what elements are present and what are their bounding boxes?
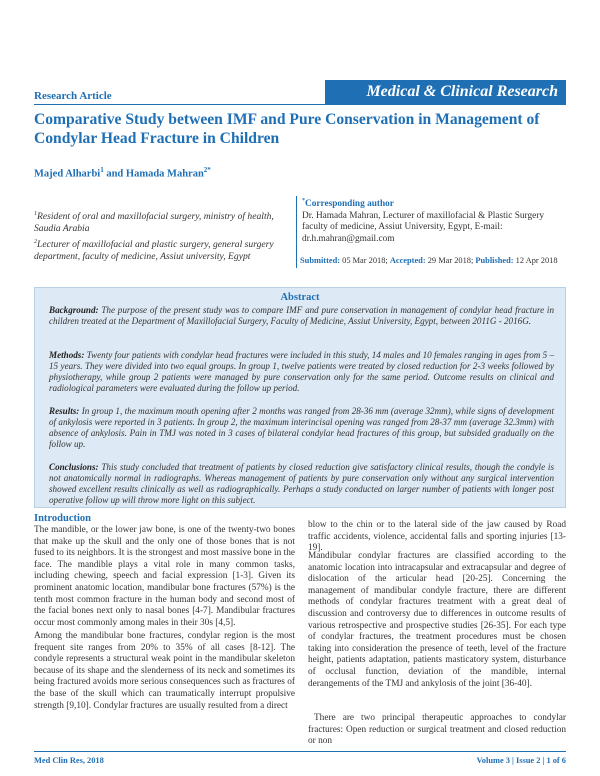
published-date: 12 Apr 2018 <box>513 256 558 265</box>
intro-right-paragraph-2: Mandibular condylar fractures are classified according to the anatomic location into intracapsular and extracapsular and degree of dislocation of the articular head [20-25]. Concerning the management of mandibular condyle fracture, there are different methods of condylar fractures treatment with a great deal of discussion and controversy due to differences in outcome results of various retrospective and prospective studies [26-35]. For each type of condylar fractures, the treatment procedures must be chosen taking into consideration the presence of teeth, level of the fracture height, patients adaptation, patients masticatory system, disturbance of occlusal function, deviation of the mandible, internal derangements of the TMJ and ankylosis of the joint [36-40]. <box>308 551 566 689</box>
journal-name: Medical & Clinical Research <box>366 83 558 100</box>
accepted-date: 29 Mar 2018; <box>425 256 476 265</box>
header-rule <box>34 104 566 105</box>
affiliation-1-sup: 1 <box>34 211 37 217</box>
author-joiner: and <box>103 168 126 180</box>
background-label: Background: <box>49 305 99 315</box>
author-line <box>34 166 211 180</box>
abstract-background <box>49 305 554 327</box>
author-2: Hamada Mahran <box>125 168 204 180</box>
abstract-methods <box>49 350 554 394</box>
correspondence-text: Dr. Hamada Mahran, Lecturer of maxillofacial & Plastic Surgery faculty of medicine, Assiut University, Egypt, E-mail: dr.h.mahran@gmail.com <box>302 210 544 244</box>
journal-banner <box>325 80 566 105</box>
affiliation-2-text: Lecturer of maxillofacial and plastic surgery, general surgery department, faculty of medicine, Assiut university, Egypt <box>34 239 274 262</box>
affiliation-2-sup: 2 <box>34 239 37 245</box>
intro-right-paragraph-1: blow to the chin or to the lateral side of the jaw caused by Road traffic accidents, violence, accidental falls and sporting injuries [13-19]. <box>308 520 566 554</box>
abstract-conclusions <box>49 462 554 506</box>
introduction-heading: Introduction <box>34 513 91 524</box>
publication-dates <box>300 256 558 265</box>
footer-rule <box>34 751 566 752</box>
author-1: Majed Alharbi <box>34 168 101 180</box>
affiliation-1-text: Resident of oral and maxillofacial surgery, ministry of health, Saudia Arabia <box>34 211 274 234</box>
abstract-heading: Abstract <box>280 292 320 303</box>
abstract-results <box>49 406 554 450</box>
abstract-box <box>34 287 566 508</box>
article-type: Research Article <box>34 90 112 102</box>
methods-text: Twenty four patients with condylar head fractures were included in this study, 14 males and 10 females ranging in ages from 5 – 15 years. They were divided into two equal groups. In group 1, twelve patients were treated by closed reduction for 2-3 weeks followed by physiotherapy, while group 2 patients were managed by pure conservation only for the same period. Outcome results on clinical and radiological parameters were evaluated during the follow up period. <box>49 350 554 393</box>
author-1-sup: 1 <box>100 166 104 174</box>
intro-left-paragraph-1: The mandible, or the lower jaw bone, is one of the twenty-two bones that make up the skull and the only one of those bones that is not fused to its neighbors. It is the strongest and most massive bone in the face. The mandible plays a vital role in many common tasks, including chewing, speech and facial expression [1-3]. Given its prominent anatomic location, mandibular bone fractures (57%) is the tenth most common fracture in the human body and second most of the facial bones next only to nasal bones [4-7]. Mandibular fractures occur most commonly among males in their 30s [4,5]. <box>34 525 295 628</box>
intro-right-paragraph-3: There are two principal therapeutic approaches to condylar fractures: Open reduction or surgical treatment and closed reduction or non <box>308 713 566 747</box>
published-label: Published: <box>475 256 514 265</box>
conclusions-text: This study concluded that treatment of patients by closed reduction give satisfactory clinical results, though the condyle is not anatomically normal in radiographs. Whereas management of patients by pure conservation only without any surgical intervention showed excellent results clinically as well as radiographically. Perhaps a study conducted on larger number of patients with longer post operative follow up will throw more light on this subject. <box>49 462 554 505</box>
correspondence-label <box>302 196 566 211</box>
correspondence-label-text: Corresponding author <box>305 199 394 210</box>
background-text: The purpose of the present study was to compare IMF and pure conservation in management of condylar head fracture in children treated at the Department of Maxillofacial Surgery, Faculty of Medicine, Assiut University, Egypt, between 2011G - 2016G. <box>49 305 554 326</box>
footer-citation: Med Clin Res, 2018 <box>34 756 104 765</box>
article-title: Comparative Study between IMF and Pure Conservation in Management of Condylar Head Fracture in Children <box>34 111 540 147</box>
methods-label: Methods: <box>49 350 85 360</box>
correspondence-sup: * <box>302 198 305 204</box>
results-text: In group 1, the maximum mouth opening after 2 months was ranged from 28-36 mm (average 32mm), while signs of development of ankylosis were reported in 3 patients. In group 2, the maximum interincisal opening was ranged from 28-37 mm (average 32.3mm) with absence of ankylosis. Pain in TMJ was noted in 3 cases of bilateral condylar head fractures of this group, but subsided gradually on the follow up. <box>49 406 554 449</box>
author-2-sup: 2* <box>203 166 211 174</box>
conclusions-label: Conclusions: <box>49 462 99 472</box>
footer-volume-page: Volume 3 | Issue 2 | 1 of 6 <box>476 756 566 765</box>
submitted-label: Submitted: <box>300 256 341 265</box>
intro-left-paragraph-2: Among the mandibular bone fractures, condylar region is the most frequent site ranges from 20% to 35% of all cases [8-12]. The condyle represents a structural weak point in the mandibular skeleton because of its shape and the slenderness of its neck and sometimes its being fractured avoids more serious consequences such as fractures of the base of the skull which can traumatically interrupt propulsive strength [9,10]. Condylar fractures are usually resulted from a direct <box>34 631 295 711</box>
accepted-label: Accepted: <box>389 256 426 265</box>
submitted-date: 05 Mar 2018; <box>340 256 390 265</box>
affiliation-2 <box>34 237 292 262</box>
affiliation-1 <box>34 209 292 234</box>
results-label: Results: <box>49 406 80 416</box>
